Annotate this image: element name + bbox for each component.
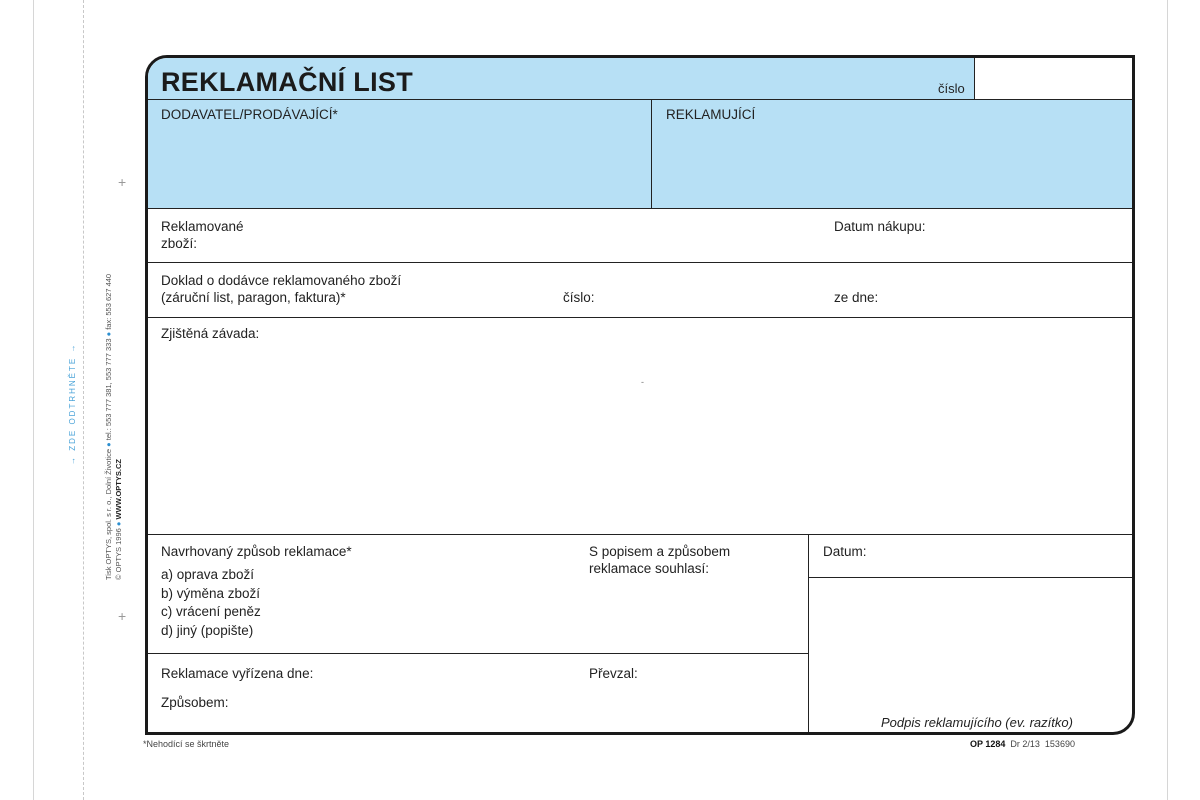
delivery-doc-label: Doklad o dodávce reklamovaného zboží (záruční list, paragon, faktura)* — [161, 273, 402, 305]
page-edge-right — [1167, 0, 1168, 800]
doc-date-label: ze dne: — [834, 290, 879, 305]
received-by-field[interactable] — [648, 660, 803, 686]
form-number-field[interactable] — [974, 58, 1135, 99]
resolution-method-label: Způsobem: — [161, 695, 229, 710]
line-goods-bottom — [148, 262, 1132, 263]
resolved-date-label: Reklamace vyřízena dne: — [161, 666, 314, 681]
defect-center-dot: - — [641, 377, 644, 387]
supplier-label: DODAVATEL/PRODÁVAJÍCÍ* — [161, 107, 338, 122]
agreement-label: S popisem a způsobem reklamace souhlasí: — [589, 544, 731, 576]
defect-field[interactable] — [153, 346, 1133, 531]
line-method-bottom — [148, 653, 808, 654]
registration-mark-bottom: + — [118, 608, 127, 624]
footer-code: OP 1284 Dr 2/13 153690 — [970, 739, 1075, 749]
page-edge-left — [33, 0, 34, 800]
footer-note: *Nehodící se škrtněte — [143, 739, 230, 749]
purchase-date-label: Datum nákupu: — [834, 219, 926, 234]
date-field[interactable] — [873, 538, 1133, 574]
goods-field[interactable] — [218, 234, 818, 260]
form-number-label: číslo — [938, 81, 965, 96]
line-header-split — [651, 99, 652, 208]
supplier-field[interactable] — [148, 124, 651, 208]
form-title: REKLAMAČNÍ LIST — [161, 67, 413, 97]
resolution-method-field[interactable] — [238, 690, 803, 730]
received-by-label: Převzal: — [589, 666, 638, 681]
goods-label: Reklamované zboží: — [161, 219, 244, 251]
option-refund[interactable]: c) vrácení peněz — [161, 604, 261, 619]
claimant-field[interactable] — [653, 124, 1135, 208]
complaint-form — [145, 55, 1135, 735]
purchase-date-field[interactable] — [938, 214, 1133, 259]
claimant-label: REKLAMUJÍCÍ — [666, 107, 756, 122]
line-date-bottom — [808, 577, 1132, 578]
line-doc-bottom — [148, 317, 1132, 318]
line-defect-bottom — [148, 534, 1132, 535]
method-options — [161, 566, 261, 640]
tear-line — [83, 0, 84, 800]
resolved-date-field[interactable] — [328, 660, 578, 686]
date-label: Datum: — [823, 544, 867, 559]
signature-area[interactable] — [810, 579, 1135, 709]
method-label: Navrhovaný způsob reklamace* — [161, 544, 352, 559]
doc-number-field[interactable] — [603, 284, 823, 314]
defect-label: Zjištěná závada: — [161, 326, 260, 341]
registration-mark-top: + — [118, 174, 127, 190]
option-other[interactable]: d) jiný (popište) — [161, 622, 254, 638]
line-bottom-split — [808, 534, 809, 735]
line-header-bottom — [148, 208, 1132, 209]
option-exchange[interactable]: b) výměna zboží — [161, 585, 261, 601]
line-number-box — [974, 58, 975, 99]
option-repair[interactable]: a) oprava zboží — [161, 567, 255, 582]
line-title-bottom — [148, 99, 1132, 100]
signature-label: Podpis reklamujícího (ev. razítko) — [881, 715, 1073, 730]
doc-date-field[interactable] — [883, 284, 1133, 314]
doc-number-label: číslo: — [563, 290, 595, 305]
